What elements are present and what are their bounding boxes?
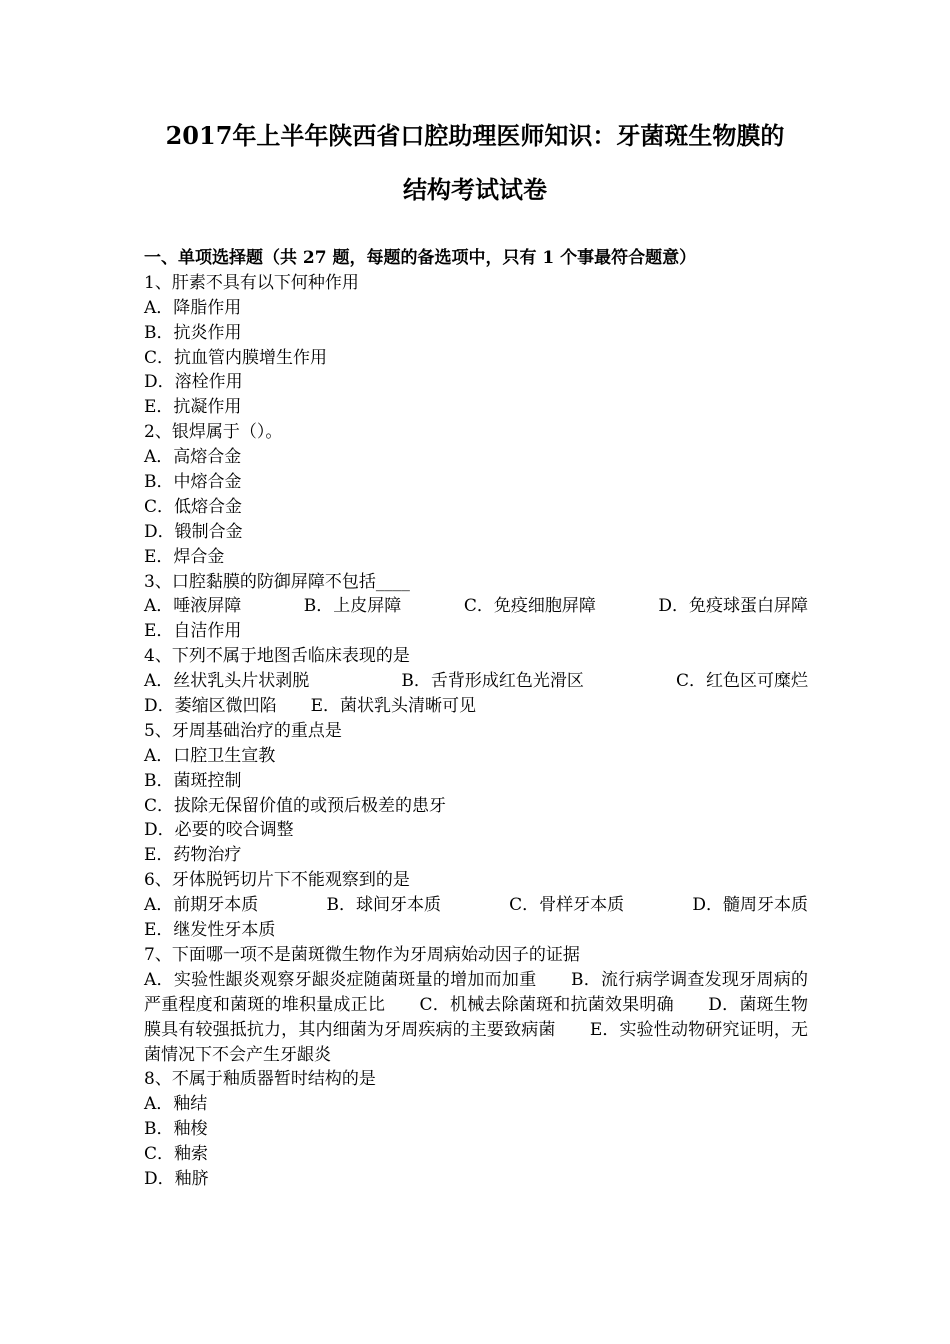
option-row <box>144 594 808 619</box>
option-d: D．萎缩区微凹陷 <box>144 696 277 717</box>
option-e: E．菌状乳头清晰可见 <box>310 696 477 717</box>
option-e: E．抗凝作用 <box>144 397 242 418</box>
option-c: C．拔除无保留价值的或预后极差的患牙 <box>144 795 447 816</box>
option-a: A．唾液屏障 <box>144 596 242 617</box>
question-stem: 3、口腔黏膜的防御屏障不包括____ <box>144 571 410 592</box>
document-title-line-2: 结构考试试卷 <box>403 175 547 204</box>
document-title-line-1: 2017年上半年陕西省口腔助理医师知识：牙菌斑生物膜的 <box>165 121 785 150</box>
option-d: D．髓周牙本质 <box>692 895 808 916</box>
option-a: A．前期牙本质 <box>144 895 259 916</box>
section-heading: 一、单项选择题（共 27 题，每题的备选项中，只有 1 个事最符合题意） <box>144 248 697 268</box>
question-stem: 8、不属于釉质器暂时结构的是 <box>144 1069 376 1090</box>
option-row <box>144 893 808 918</box>
question-stem: 1、肝素不具有以下何种作用 <box>144 272 359 293</box>
question-stem: 2、银焊属于（）。 <box>144 422 283 443</box>
option-e: E．药物治疗 <box>144 845 242 866</box>
option-c: C．免疫细胞屏障 <box>463 596 596 617</box>
question-stem: 5、牙周基础治疗的重点是 <box>144 720 342 741</box>
option-e: E．自洁作用 <box>144 621 242 642</box>
option-row <box>144 694 808 719</box>
option-c: C．抗血管内膜增生作用 <box>144 347 328 368</box>
option-b: B．中熔合金 <box>144 472 242 493</box>
option-c: C．釉索 <box>144 1144 209 1165</box>
option-d: D．必要的咬合调整 <box>144 820 294 841</box>
question-stem: 6、牙体脱钙切片下不能观察到的是 <box>144 870 410 891</box>
option-b: B．抗炎作用 <box>144 322 242 343</box>
option-c: C．红色区可糜烂 <box>675 671 808 692</box>
option-e: E．继发性牙本质 <box>144 920 276 941</box>
option-b: B．球间牙本质 <box>326 895 441 916</box>
option-e: E．焊合金 <box>144 546 225 567</box>
option-b: B．舌背形成红色光滑区 <box>401 671 584 692</box>
option-paragraph: A．实验性龈炎观察牙龈炎症随菌斑量的增加而加重 B．流行病学调查发现牙周病的严重程度和菌斑的堆积量成正比 C．机械去除菌斑和抗菌效果明确 D．菌斑生物膜具有较强抵抗力，其内细菌为牙周疾病的主要致病菌 E．实验性动物研究证明，无菌情况下不会产生牙龈炎 <box>144 969 808 1065</box>
option-a: A．丝状乳头片状剥脱 <box>144 671 310 692</box>
option-b: B．上皮屏障 <box>303 596 402 617</box>
option-a: A．降脂作用 <box>144 297 242 318</box>
option-c: C．骨样牙本质 <box>509 895 625 916</box>
option-a: A．口腔卫生宣教 <box>144 745 276 766</box>
question-stem: 4、下列不属于地图舌临床表现的是 <box>144 646 410 667</box>
option-a: A．釉结 <box>144 1094 208 1115</box>
option-row <box>144 669 808 694</box>
option-d: D．锻制合金 <box>144 521 243 542</box>
option-b: B．菌斑控制 <box>144 770 242 791</box>
question-stem: 7、下面哪一项不是菌斑微生物作为牙周病始动因子的证据 <box>144 944 580 965</box>
option-a: A．高熔合金 <box>144 447 242 468</box>
option-d: D．溶栓作用 <box>144 372 243 393</box>
option-b: B．釉梭 <box>144 1119 208 1140</box>
option-d: D．免疫球蛋白屏障 <box>658 596 808 617</box>
option-c: C．低熔合金 <box>144 496 243 517</box>
option-d: D．釉脐 <box>144 1169 209 1190</box>
document-body <box>144 246 808 1192</box>
